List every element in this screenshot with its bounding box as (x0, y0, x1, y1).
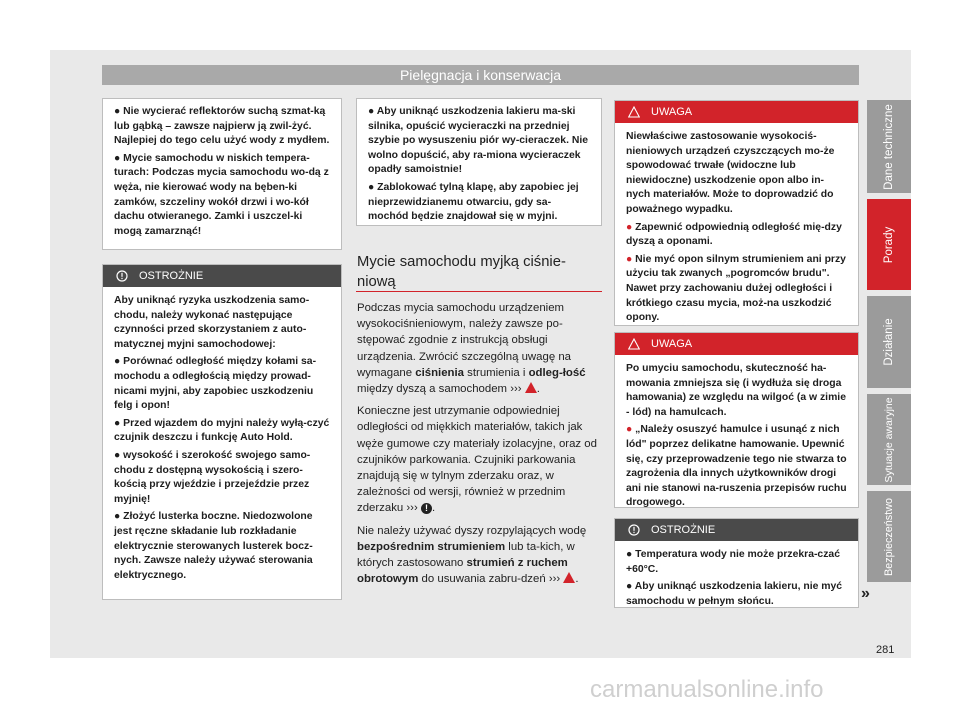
warning-lead: Po umyciu samochodu, skuteczność ha-mowania zmniejsza się (i wydłuża się droga hamowania) ze względu na wilgoć (a w zimie - lód) na hamulcach. (626, 363, 846, 418)
warning-header (615, 101, 858, 123)
warning-triangle-icon (628, 106, 640, 118)
caution-box-right (614, 518, 859, 608)
info-circle-icon (116, 270, 128, 282)
warning-title: UWAGA (651, 338, 693, 350)
caution-item: ● Aby uniknąć uszkodzenia lakieru, nie myć samochodu w pełnym słońcu. (626, 581, 843, 607)
section-divider (356, 291, 602, 292)
page-number: 281 (876, 644, 895, 656)
body-paragraph-2: Konieczne jest utrzymanie odpowiedniej odległości od miękkich materiałów, takich jak węże gumowe czy materiały izolacyjne, oraz od czujników parkowania. Czujniki parkowania znajdują się w tylnym zderzaku oraz, w zależności od wersji, również w przednim zderzaku ››› ! . (357, 405, 597, 515)
section-body (357, 300, 601, 593)
caution-box-left (102, 264, 342, 600)
page-header: Pielęgnacja i konserwacja (102, 65, 859, 85)
info-circle-icon (628, 524, 640, 536)
tab-sytuacje-awaryjne[interactable]: Sytuacje awaryjne (867, 394, 911, 485)
caution-item: ● Przed wjazdem do myjni należy wyłą-czyć czujnik deszczu i funkcję Auto Hold. (114, 417, 330, 444)
info-circle-icon: ! (421, 503, 432, 514)
middle-item: ● Aby uniknąć uszkodzenia lakieru ma-ski silnika, opuścić wycieraczki na przedniej szybie po wysuszeniu piór wy-cieraczek. Nie wolno dopuścić, aby ra-miona wycieraczek opadły samoistnie! (368, 106, 589, 176)
warning-title: UWAGA (651, 106, 693, 118)
middle-item: ● Zablokować tylną klapę, aby zapobiec jej nieprzewidzianemu otwarciu, gdy sa-mochód będzie znajdował się w myjni. (368, 181, 579, 223)
continue-mark: » (861, 585, 870, 602)
caution-title: OSTROŻNIE (651, 524, 716, 536)
caution-lead: Aby uniknąć ryzyka uszkodzenia samo-chodu, należy wykonać następujące czynności przed skorzystaniem z auto-matycznej myjni samochodowej: (114, 295, 310, 350)
body-paragraph-3: Nie należy używać dyszy rozpylających wodę bezpośrednim strumieniem lub ta-kich, w których zastosowano strumień z ruchem obrotowym do usuwania zabru-dzeń ››› . (357, 524, 587, 586)
left-intro-box (102, 98, 342, 250)
watermark: carmanualsonline.info (590, 676, 824, 703)
warning-header (615, 333, 858, 355)
body-paragraph-1: Podczas mycia samochodu urządzeniem wysokociśnieniowym, należy zawsze po-stępować zgodnie z instrukcją obsługi urządzenia. Zwrócić szczególną uwagę na wymagane ciśnienia strumienia i odleg-łość między dyszą a samochodem ››› . (357, 302, 586, 396)
caution-title: OSTROŻNIE (139, 270, 204, 282)
warning-box-2 (614, 332, 859, 508)
tab-dane-techniczne[interactable]: Dane techniczne (867, 100, 911, 193)
caution-item: ● wysokość i szerokość swojego samo-chodu z dostępną wysokością i szero-kością przy wjeździe i przejeździe przez myjnię! (114, 449, 311, 505)
warning-triangle-icon (628, 338, 640, 350)
tab-dzialanie[interactable]: Działanie (867, 296, 911, 388)
caution-item: ● Temperatura wody nie może przekra-czać +60°C. (626, 549, 840, 575)
tab-bezpieczenstwo[interactable]: Bezpieczeństwo (867, 491, 911, 582)
warning-triangle-icon (525, 382, 537, 393)
warning-item: ● Nie myć opon silnym strumieniem ani przy użyciu tak zwanych „pogromców brudu". Nawet przy zachowaniu dużej odległości i krótkiego czasu mycia, moż-na uszkodzić opony. (626, 253, 846, 324)
warning-triangle-icon (563, 572, 575, 583)
left-intro-item: ● Nie wycierać reflektorów suchą szmat-ką lub gąbką – zawsze najpierw ją zwil-żyć. Najlepiej do tego celu użyć wody z mydłem. (114, 106, 330, 147)
tab-porady[interactable]: Porady (867, 199, 911, 290)
section-title: Mycie samochodu myjką ciśnie-niową (357, 254, 566, 290)
warning-lead: Niewłaściwe zastosowanie wysokociś-nieniowych urządzeń czyszczących mo-że spowodować trwałe (widoczne lub niewidoczne) uszkodzenie opon albo in-nych materiałów. Może to doprowadzić do poważnego wypadku. (626, 131, 835, 215)
caution-item: ● Porównać odległość między kołami sa-mochodu a odległością między prowad-nicami myjni, aby zapobiec uszkodzeniu felg i opon! (114, 356, 317, 412)
caution-item: ● Złożyć lusterka boczne. Niedozwolone jest ręczne składanie lub rozkładanie elektrycznie sterowanych lusterek bocz-nych. Zawsze należy używać sterowania elektrycznego. (114, 511, 313, 581)
middle-caution-continued-box (356, 98, 602, 226)
warning-item: ● Zapewnić odpowiednią odległość mię-dzy dyszą a oponami. (626, 221, 842, 248)
caution-header (103, 265, 341, 287)
warning-item: ● „Należy osuszyć hamulce i usunąć z nich lód" poprzez delikatne hamowanie. Upewnić się, czy przeprowadzenie tego nie stwarza to zagrożenia dla innych użytkowników drogi ani nie stanowi na-ruszenia przepisów ruchu drogowego. (626, 424, 847, 509)
left-intro-item: ● Mycie samochodu w niskich tempera-turach: Podczas mycia samochodu wo-dą z węża, nie kierować wody na bęben-ki zamków, szczeliny wokół drzwi i wo-kół dachu otwieranego. Zamki i uszczel-ki mogą zamarznąć! (114, 152, 329, 237)
caution-header (615, 519, 858, 541)
warning-box-1 (614, 100, 859, 326)
